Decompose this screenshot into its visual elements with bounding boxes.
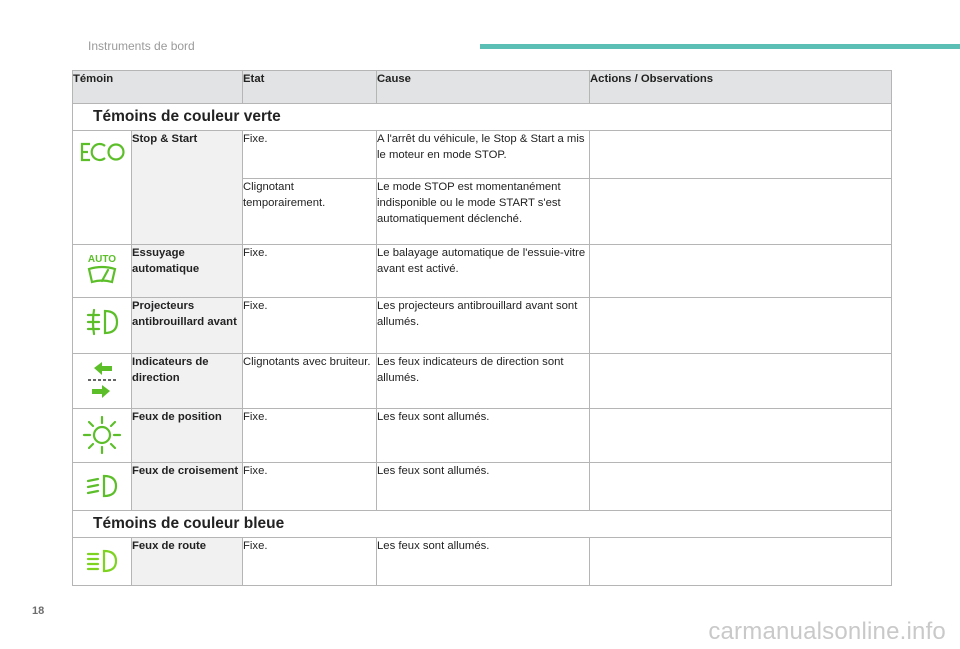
state-cell: Clignotant temporairement.: [243, 179, 377, 245]
eco-icon: [73, 131, 132, 245]
action-cell: [590, 245, 892, 298]
table-row: [73, 298, 892, 354]
state-cell: Fixe.: [243, 409, 377, 463]
col-header-state: Etat: [243, 71, 377, 104]
indicator-name: Feux de route: [132, 538, 243, 586]
indicator-name: Indicateurs de direction: [132, 354, 243, 409]
watermark: carmanualsonline.info: [708, 618, 946, 645]
table-header-row: [73, 71, 892, 104]
table-row: [73, 463, 892, 511]
state-cell: Clignotants avec bruiteur.: [243, 354, 377, 409]
action-cell: [590, 131, 892, 179]
col-header-cause: Cause: [377, 71, 590, 104]
action-cell: [590, 409, 892, 463]
main-beam-icon: [73, 538, 132, 586]
section-title-green: Témoins de couleur verte: [73, 104, 892, 131]
indicator-name: Stop & Start: [132, 131, 243, 245]
state-cell: Fixe.: [243, 131, 377, 179]
chapter-accent-bar: [480, 44, 960, 49]
front-fog-lamp-icon: [73, 298, 132, 354]
table-row: [73, 354, 892, 409]
indicator-table: [72, 70, 892, 586]
col-header-actions: Actions / Observations: [590, 71, 892, 104]
action-cell: [590, 298, 892, 354]
col-header-indicator: Témoin: [73, 71, 243, 104]
indicator-name: Projecteurs antibrouillard avant: [132, 298, 243, 354]
action-cell: [590, 354, 892, 409]
action-cell: [590, 538, 892, 586]
section-row-green: [73, 104, 892, 131]
cause-cell: Les feux sont allumés.: [377, 538, 590, 586]
auto-label: AUTO: [87, 254, 117, 265]
cause-cell: Les feux sont allumés.: [377, 409, 590, 463]
table-row: [73, 245, 892, 298]
indicator-name: Feux de croisement: [132, 463, 243, 511]
state-cell: Fixe.: [243, 463, 377, 511]
cause-cell: Le mode STOP est momentanément indisponible ou le mode START s'est automatiquement déclenché.: [377, 179, 590, 245]
cause-cell: Les feux indicateurs de direction sont allumés.: [377, 354, 590, 409]
table-row: [73, 131, 892, 179]
state-cell: Fixe.: [243, 298, 377, 354]
action-cell: [590, 179, 892, 245]
page-number: 18: [32, 605, 45, 617]
cause-cell: Les projecteurs antibrouillard avant sont allumés.: [377, 298, 590, 354]
table-row: [73, 538, 892, 586]
cause-cell: Les feux sont allumés.: [377, 463, 590, 511]
dipped-beam-icon: [73, 463, 132, 511]
chapter-title: Instruments de bord: [88, 39, 195, 53]
table-row: [73, 409, 892, 463]
state-cell: Fixe.: [243, 245, 377, 298]
action-cell: [590, 463, 892, 511]
position-lamps-icon: [73, 409, 132, 463]
indicator-name: Essuyage automatique: [132, 245, 243, 298]
auto-wiper-icon: [73, 245, 132, 298]
cause-cell: A l'arrêt du véhicule, le Stop & Start a mis le moteur en mode STOP.: [377, 131, 590, 179]
state-cell: Fixe.: [243, 538, 377, 586]
indicator-name: Feux de position: [132, 409, 243, 463]
direction-indicators-icon: [73, 354, 132, 409]
section-title-blue: Témoins de couleur bleue: [73, 511, 892, 538]
section-row-blue: [73, 511, 892, 538]
cause-cell: Le balayage automatique de l'essuie-vitre avant est activé.: [377, 245, 590, 298]
